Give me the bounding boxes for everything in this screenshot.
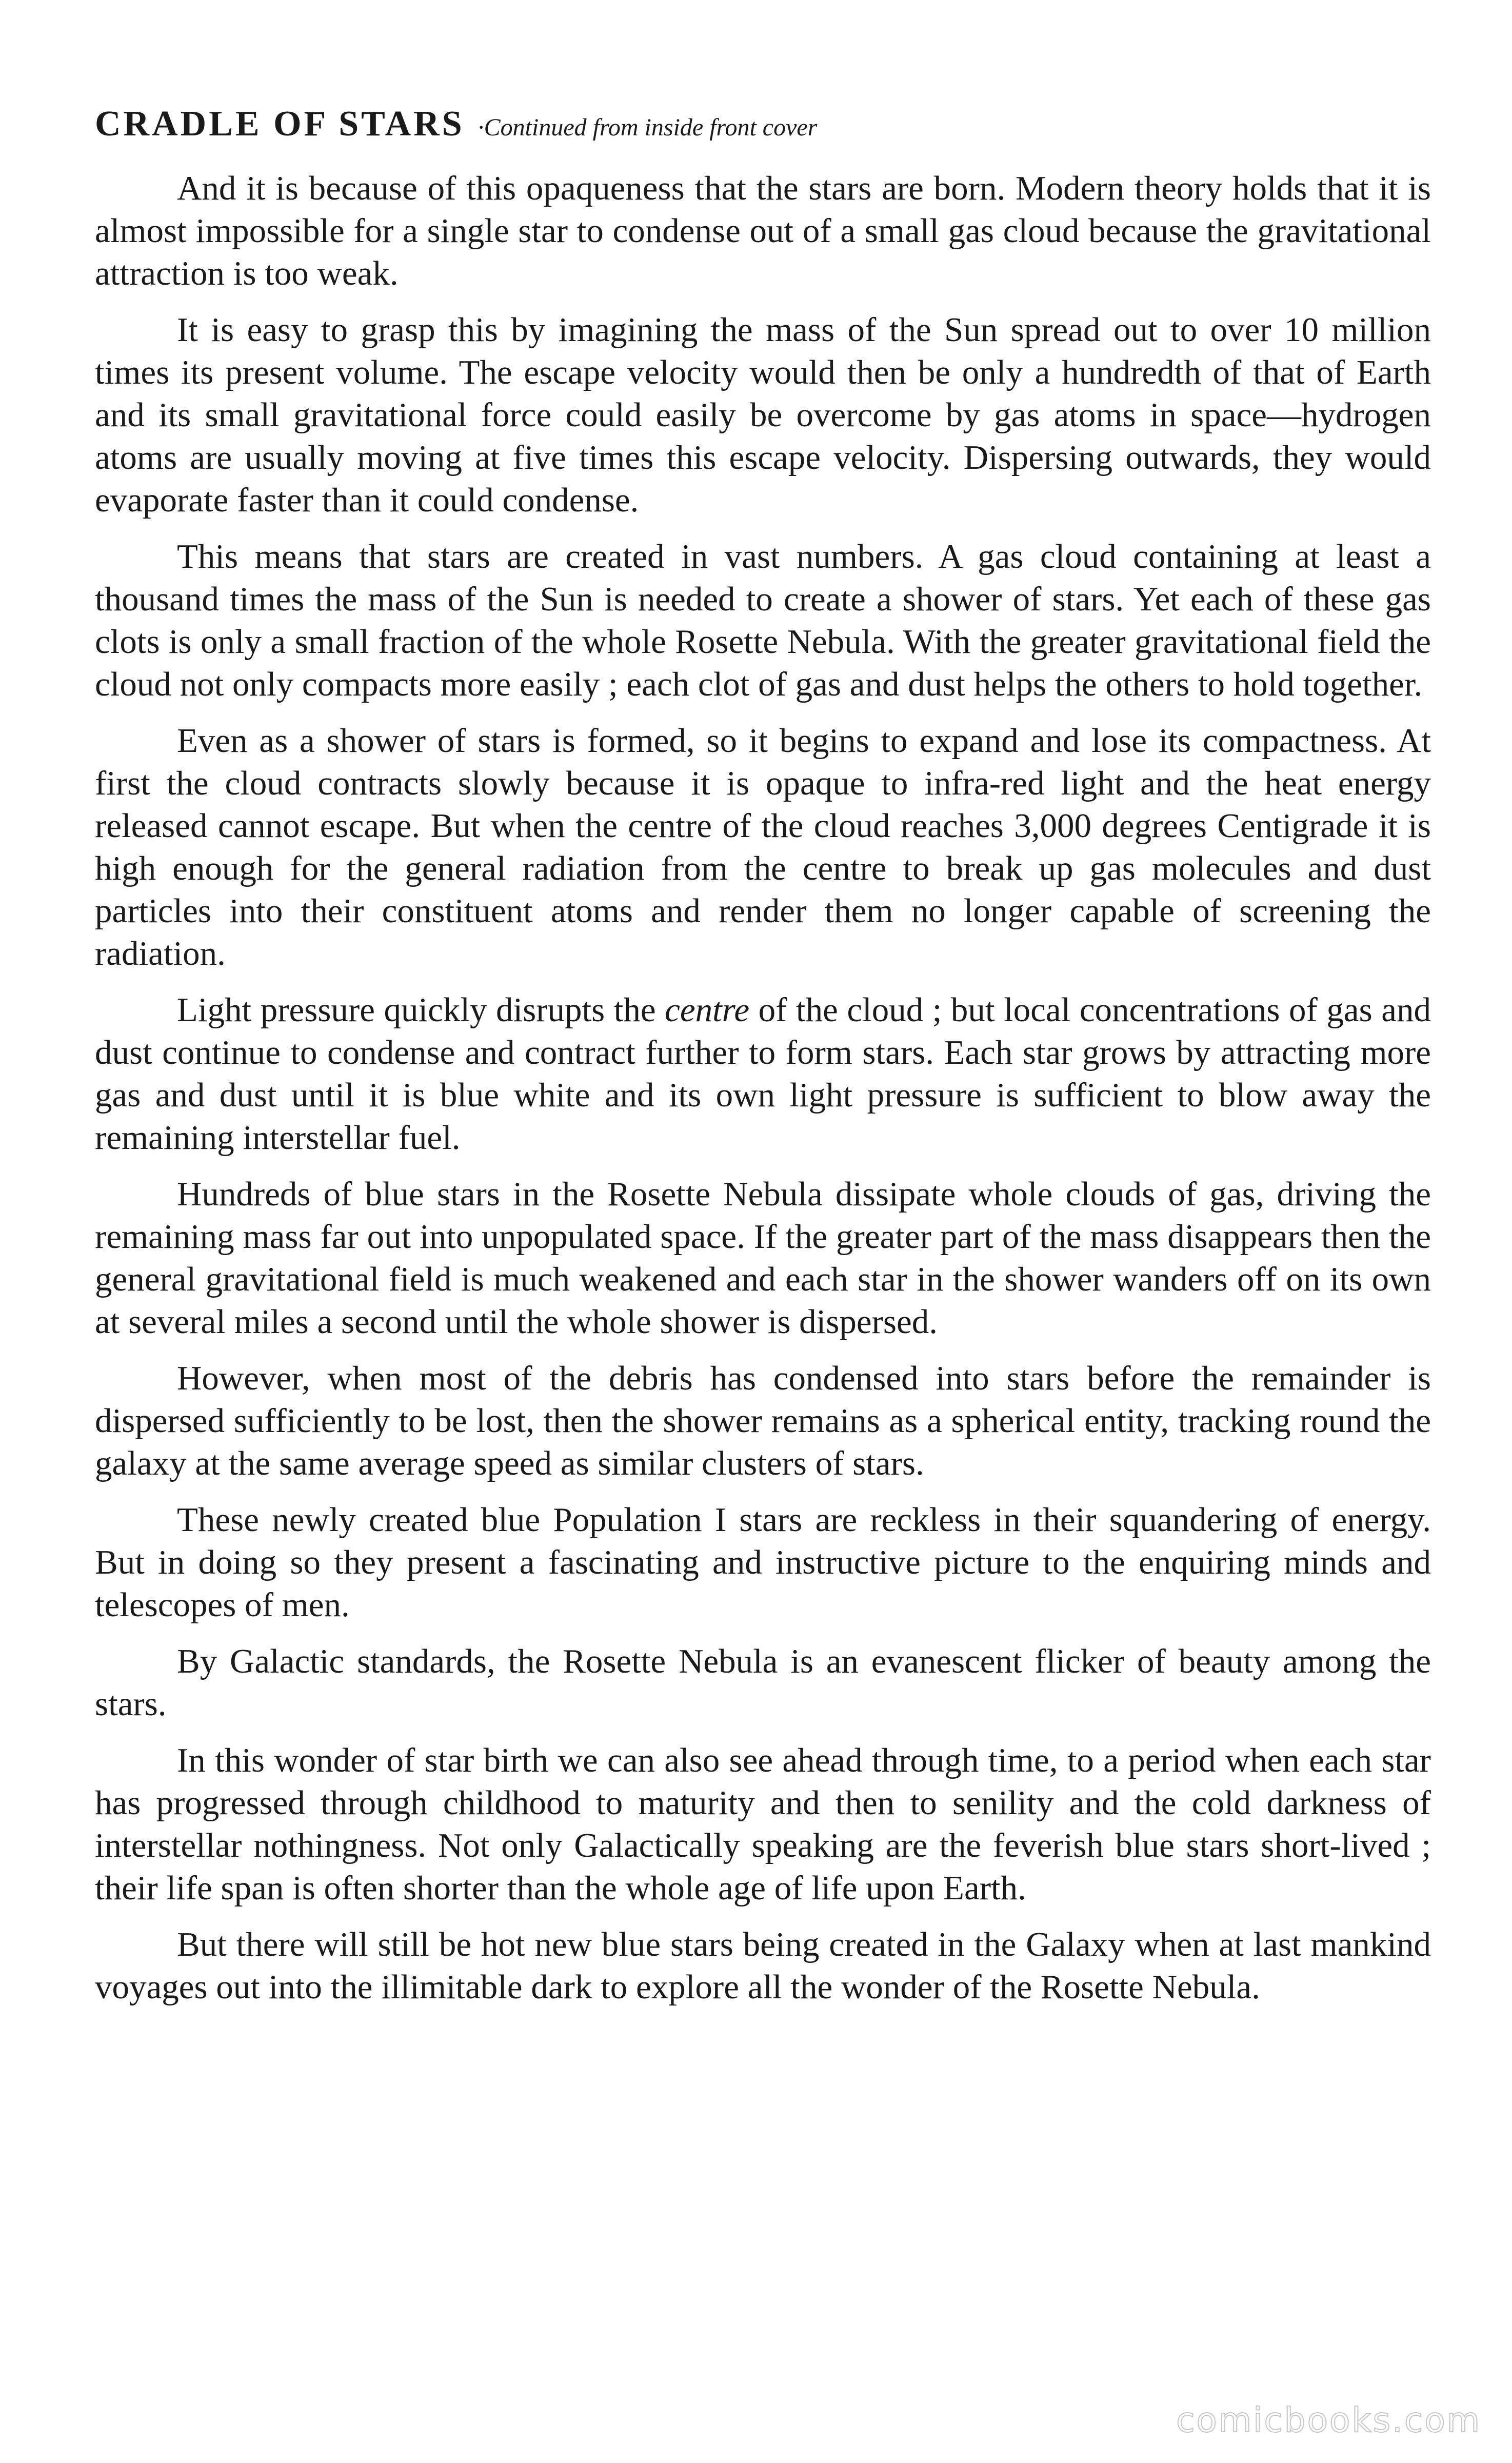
paragraph: These newly created blue Population I stars are reckless in their squandering of energy. But in doing so they present a fascinating and instructive picture to the enquiring minds and telescopes of men. <box>95 1501 1431 1624</box>
paragraph-text: of the cloud ; but local concentrations of gas and dust continue to condense and contract further to form stars. Each star grows by attracting more gas and dust until it is blue white and its own light pressure is sufficient to blow away the remaining interstellar fuel. <box>95 991 1431 1157</box>
watermark: comicbooks.com <box>1176 2400 1481 2440</box>
paragraph <box>95 989 1431 1159</box>
paragraph: It is easy to grasp this by imagining the mass of the Sun spread out to over 10 million times its present volume. The escape velocity would then be only a hundredth of that of Earth and its small gravitational force could easily be overcome by gas atoms in space—hydrogen atoms are usually moving at five times this escape velocity. Dispersing outwards, they would evaporate faster than it could condense. <box>95 311 1431 519</box>
article-title: CRADLE OF STARS <box>95 104 465 144</box>
paragraph: In this wonder of star birth we can also see ahead through time, to a period when each star has progressed through childhood to maturity and then to senility and the cold darkness of interstellar nothingness. Not only Galactically speaking are the feverish blue stars short-lived ; their life span is often shorter than the whole age of life upon Earth. <box>95 1741 1431 1907</box>
paragraph: This means that stars are created in vast numbers. A gas cloud containing at least a thousand times the mass of the Sun is needed to create a shower of stars. Yet each of these gas clots is only a small fraction of the whole Rosette Nebula. With the greater gravitational field the cloud not only compacts more easily ; each clot of gas and dust helps the others to hold together. <box>95 538 1431 703</box>
paragraph: And it is because of this opaqueness that the stars are born. Modern theory holds that it is almost impossible for a single star to condense out of a small gas cloud because the gravitational attraction is too weak. <box>95 169 1431 292</box>
paragraph-text: Light pressure quickly disrupts the <box>177 991 665 1029</box>
continued-note: ·Continued from inside front cover <box>478 114 818 141</box>
paragraph: By Galactic standards, the Rosette Nebula is an evanescent flicker of beauty among the stars. <box>95 1642 1431 1723</box>
paragraph: However, when most of the debris has condensed into stars before the remainder is dispersed sufficiently to be lost, then the shower remains as a spherical entity, tracking round the galaxy at the same average speed as similar clusters of stars. <box>95 1359 1431 1482</box>
article <box>95 103 1431 2022</box>
article-heading <box>95 103 1431 155</box>
paragraph: But there will still be hot new blue stars being created in the Galaxy when at last mankind voyages out into the illimitable dark to explore all the wonder of the Rosette Nebula. <box>95 1925 1431 2006</box>
emphasized-word: centre <box>665 991 750 1029</box>
paragraph: Even as a shower of stars is formed, so it begins to expand and lose its compactness. At first the cloud contracts slowly because it is opaque to infra-red light and the heat energy released cannot escape. But when the centre of the cloud reaches 3,000 degrees Centigrade it is high enough for the general radiation from the centre to break up gas molecules and dust particles into their constituent atoms and render them no longer capable of screening the radiation. <box>95 722 1431 972</box>
paragraph: Hundreds of blue stars in the Rosette Nebula dissipate whole clouds of gas, driving the remaining mass far out into unpopulated space. If the greater part of the mass disappears then the general gravitational field is much weakened and each star in the shower wanders off on its own at several miles a second until the whole shower is dispersed. <box>95 1175 1431 1341</box>
